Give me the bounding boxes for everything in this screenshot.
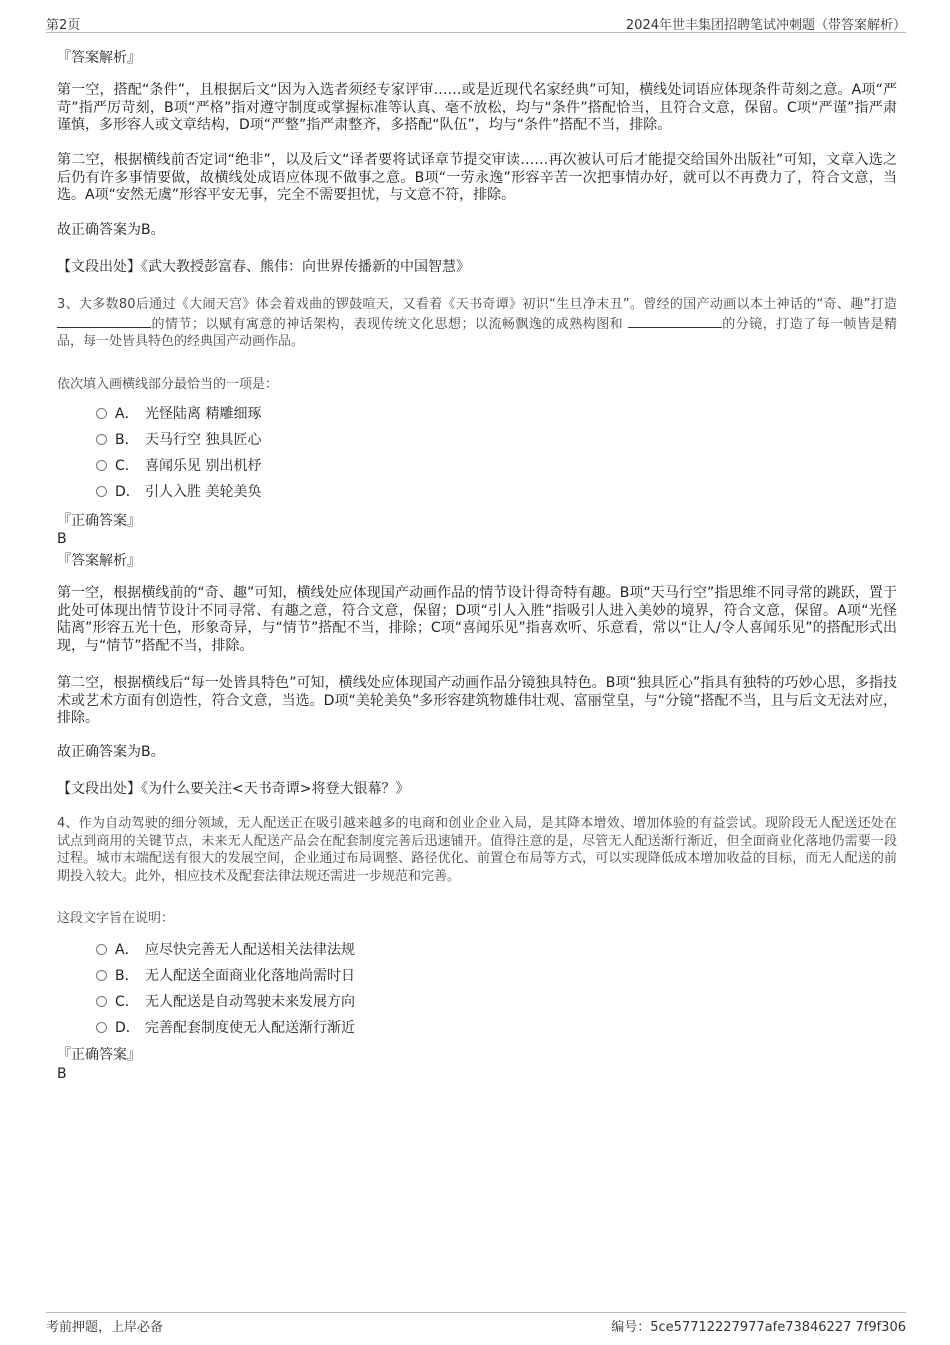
q3-conclusion: 故正确答案为B。 xyxy=(57,744,165,760)
q4-prompt: 这段文字旨在说明： xyxy=(57,911,175,926)
q3-blank-2 xyxy=(628,314,722,328)
document-title: 2024年世丰集团招聘笔试冲刺题（带答案解析） xyxy=(625,18,906,33)
q4-option-d[interactable]: D． 完善配套制度使无人配送渐行渐近 xyxy=(96,1019,355,1037)
radio-icon[interactable] xyxy=(96,434,107,445)
radio-icon[interactable] xyxy=(96,944,107,955)
radio-icon[interactable] xyxy=(96,996,107,1007)
document-code: 编号：5ce57712227977afe73846227 7f9f306 xyxy=(611,1320,906,1335)
q3-stem xyxy=(57,296,897,351)
q2-source xyxy=(57,256,897,276)
q4-option-a[interactable]: A． 应尽快完善无人配送相关法律法规 xyxy=(96,941,355,959)
q3-option-d[interactable]: D． 引人入胜 美轮美奂 xyxy=(96,483,261,501)
page-footer xyxy=(46,1312,906,1333)
footer-slogan: 考前押题，上岸必备 xyxy=(46,1320,164,1335)
q4-answer: B xyxy=(57,1066,67,1082)
q3-analysis-para2: 第二空，根据横线后“每一处皆具特色”可知，横线处应体现国产动画作品分镜独具特色。B项“独具匠心”指具有独特的巧妙心思，多指技术或艺术方面有创造性，符合文意，当选。D项“美轮美奂”多形容建筑物雄伟壮观、富丽堂皇，与“分镜”搭配不当，且与后文无法对应，排除。 xyxy=(57,675,897,726)
q3-stem-part1: 3、大多数80后通过《大闹天宫》体会着戏曲的锣鼓喧天，又看着《天书奇谭》初识“生旦净末丑”。曾经的国产动画以本土神话的“奇、趣”打造 xyxy=(57,297,897,312)
q2-conclusion: 故正确答案为B。 xyxy=(57,222,165,238)
q3-option-a[interactable]: A． 光怪陆离 精雕细琢 xyxy=(96,405,261,423)
q2-analysis-label: 『答案解析』 xyxy=(57,50,141,66)
q4-stem: 4、作为自动驾驶的细分领域，无人配送正在吸引越来越多的电商和创业企业入局，是其降本增效、增加体验的有益尝试。现阶段无人配送还处在试点到商用的关键节点，未来无人配送产品会在配套制度完善后迅速铺开。值得注意的是，尽管无人配送渐行渐近，但全面商业化落地仍需要一段过程。城市末端配送有很大的发展空间，企业通过布局调整、路径优化、前置仓布局等方式，可以实现降低成本增加收益的目标，而无人配送的前期投入较大。此外，相应技术及配套法律法规还需进一步规范和完善。 xyxy=(57,816,897,884)
q3-analysis-label: 『答案解析』 xyxy=(57,553,141,569)
q3-answer: B xyxy=(57,531,67,547)
q3-option-c[interactable]: C． 喜闻乐见 别出机杼 xyxy=(96,457,261,475)
radio-icon[interactable] xyxy=(96,486,107,497)
q3-analysis-para1: 第一空，根据横线前的“奇、趣”可知，横线处应体现国产动画作品的情节设计得奇特有趣。B项“天马行空”指思维不同寻常的跳跃，置于此处可体现出情节设计不同寻常、有趣之意，符合文意，保留；D项“引人入胜”指吸引人进入美妙的境界，符合文意，保留。A项“光怪陆离”形容五光十色，形象奇异，与“情节”搭配不当，排除；C项“喜闻乐见”指喜欢听、乐意看，常以“让人/令人喜闻乐见”的搭配形式出现，与“情节”搭配不当，排除。 xyxy=(57,585,897,654)
q2-source-text: 《武大教授彭富春、熊伟：向世界传播新的中国智慧》 xyxy=(141,259,470,275)
radio-icon[interactable] xyxy=(96,460,107,471)
q4-option-b[interactable]: B． 无人配送全面商业化落地尚需时日 xyxy=(96,967,355,985)
q3-answer-label: 『正确答案』 xyxy=(57,513,141,529)
page-header xyxy=(46,10,906,33)
q2-source-label: 【文段出处】 xyxy=(57,259,141,275)
radio-icon[interactable] xyxy=(96,1022,107,1033)
q3-source xyxy=(57,778,897,798)
q4-option-c[interactable]: C． 无人配送是自动驾驶未来发展方向 xyxy=(96,993,355,1011)
q3-source-text: 《为什么要关注<天书奇谭>将登大银幕？》 xyxy=(141,781,410,797)
q2-analysis-para1: 第一空，搭配“条件”，且根据后文“因为入选者须经专家评审……或是近现代名家经典”可知，横线处词语应体现条件苛刻之意。A项“严苛”指严厉苛刻，B项“严格”指对遵守制度或掌握标准等认真、毫不放松，均与“条件”搭配恰当，且符合文意，保留。C项“严谨”指严肃谨慎，多形容人或文章结构，D项“严整”指严肃整齐，多搭配“队伍”，均与“条件”搭配不当，排除。 xyxy=(57,82,897,133)
q4-answer-label: 『正确答案』 xyxy=(57,1047,141,1063)
q3-prompt: 依次填入画横线部分最恰当的一项是： xyxy=(57,377,279,392)
q3-stem-part2: 的情节；以赋有寓意的神话架构，表现传统文化思想；以流畅飘逸的成熟构图和 xyxy=(151,316,624,332)
page-number: 第2页 xyxy=(46,18,81,33)
q3-option-b[interactable]: B． 天马行空 独具匠心 xyxy=(96,431,261,449)
radio-icon[interactable] xyxy=(96,408,107,419)
q3-stem-part3: 的分镜，打造了每一帧皆是精品，每一处皆具特色的经典国产动画作品。 xyxy=(57,316,897,349)
q3-source-label: 【文段出处】 xyxy=(57,781,141,797)
q3-blank-1 xyxy=(57,314,151,328)
radio-icon[interactable] xyxy=(96,970,107,981)
q2-analysis-para2: 第二空，根据横线前否定词“绝非”，以及后文“译者要将试译章节提交审读……再次被认可后才能提交给国外出版社”可知，文章入选之后仍有许多事情要做，故横线处成语应体现不做事之意。B项“一劳永逸”形容辛苦一次把事情办好，就可以不再费力了，符合文意，当选。A项“安然无虞”形容平安无事，完全不需要担忧，与文意不符，排除。 xyxy=(57,152,897,203)
